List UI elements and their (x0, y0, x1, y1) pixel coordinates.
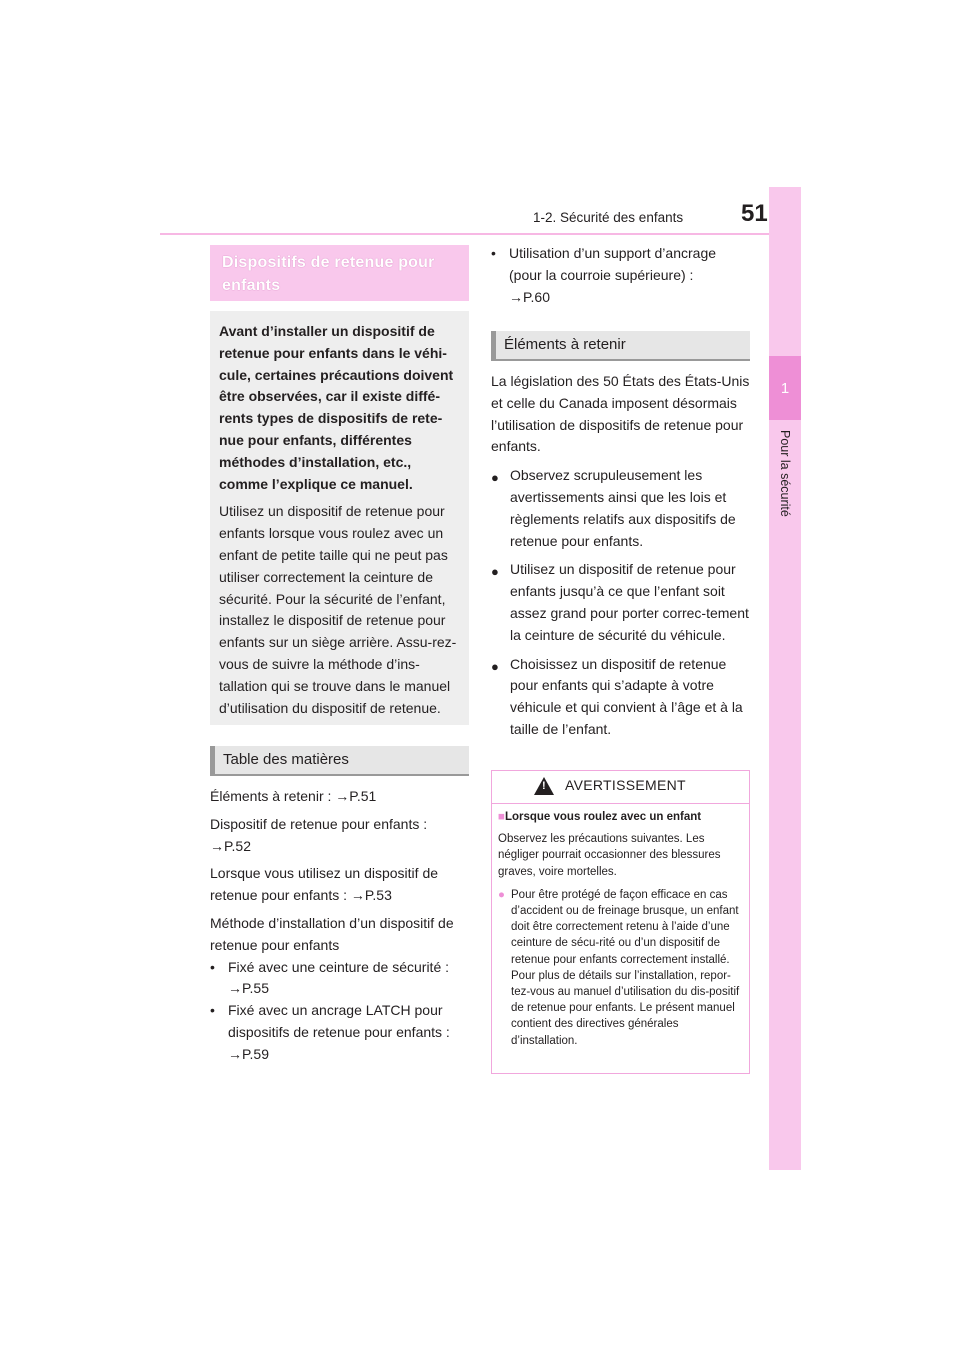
toc-item[interactable] (210, 863, 469, 907)
toc-subitem-label: Fixé avec un ancrage LATCH pour dispositifs de retenue pour enfants : (228, 1002, 450, 1040)
toc-list (210, 786, 469, 1066)
toc-subitem-label: Utilisation d’un support d’ancrage (pour la courroie supérieure) : (509, 245, 717, 283)
page-link[interactable]: →P.53 (350, 887, 392, 904)
elements-content (491, 371, 750, 748)
page-number: 51 (741, 200, 768, 227)
warning-subheading: ■Lorsque vous roulez avec un enfant (498, 811, 702, 823)
toc-item[interactable] (210, 814, 469, 858)
intro-box (210, 311, 469, 725)
chapter-label: Pour la sécurité (778, 430, 792, 517)
list-item (491, 559, 750, 646)
list-item-text: Choisissez un dispositif de retenue pour enfants qui s’adapte à votre véhicule et qui convient à l’âge et à la taille de l’enfant. (510, 655, 743, 737)
toc-subitem-label: Fixé avec une ceinture de sécurité : (228, 958, 450, 975)
page-link[interactable]: →P.51 (335, 788, 377, 804)
chapter-number: 1 (780, 380, 790, 397)
warning-item (498, 887, 743, 1049)
elements-intro: La législation des 50 États des États-Unis et celle du Canada imposent désormais l’utilisation de dispositifs de retenue pour enfants. (491, 373, 750, 455)
toc-heading: Table des matières (210, 746, 469, 776)
running-header-title: 1-2. Sécurité des enfants (533, 210, 684, 225)
bullet-dot-icon: ● (491, 564, 499, 580)
page-link[interactable]: →P.60 (509, 288, 550, 305)
warning-title: AVERTISSEMENT (565, 777, 686, 793)
page-link[interactable]: →P.52 (210, 837, 251, 854)
intro-body-text: Utilisez un dispositif de retenue pour enfants lorsque vous roulez avec un enfant de petite taille qui ne peut pas utiliser correctement la ceinture de sécurité. Pour la sécurité de l’enfant, installez le dispositif de retenue pour enfants sur un siège arrière. Assu-rez-vous de suivre la méthode d’ins-tallation qui se trouve dans le manuel d’utilisation du dispositif de retenue. (219, 503, 457, 716)
list-item-text: Utilisez un dispositif de retenue pour enfants jusqu’à ce que l’enfant soit assez grand pour porter correc-tement la ceinture de sécurité du véhicule. (510, 561, 749, 643)
toc-item-label: Dispositif de retenue pour enfants : (210, 815, 428, 832)
elements-heading: Éléments à retenir (491, 331, 750, 361)
bullet-dot-icon: ● (491, 658, 499, 674)
warning-header (492, 771, 749, 804)
section-heading-line2: enfants (222, 277, 281, 294)
bullet-dot-icon: ● (498, 888, 505, 901)
toc-continued (491, 243, 750, 308)
warning-box (491, 770, 750, 1074)
square-bullet-icon: ■ (498, 811, 505, 823)
page-link[interactable]: →P.59 (228, 1045, 269, 1062)
toc-subitem[interactable]: • Fixé avec un ancrage LATCH pour dispositifs de retenue pour enfants : →P.59 (210, 1002, 450, 1062)
toc-item (210, 913, 469, 957)
intro-bold-text: Avant d’installer un dispositif de retenue pour enfants dans le véhi-cule, certaines précautions doivent être observées, car il existe diffé-rents types de dispositifs de rete-nue pour enfants, différentes méthodes d’installation, etc., comme l’explique ce manuel. (219, 323, 454, 492)
toc-subitem[interactable]: • Fixé avec une ceinture de sécurité : →P.55 (210, 958, 450, 997)
toc-item-label: Méthode d’installation d’un dispositif de retenue pour enfants (210, 914, 454, 953)
section-heading-line1: Dispositifs de retenue pour (222, 254, 435, 271)
bullet-dot-icon: ● (491, 470, 499, 486)
section-heading-box (210, 245, 469, 301)
toc-item-label: Éléments à retenir : (210, 788, 336, 804)
list-item-text: Observez scrupuleusement les avertissements ainsi que les lois et règlements relatifs aux dispositifs de retenue pour enfants. (510, 467, 736, 549)
header-divider (160, 233, 770, 235)
warning-item-text: Pour être protégé de façon efficace en cas d’accident ou de freinage brusque, un enfant doit être correctement retenu à l’aide d’une ceinture de sécu-rité ou d’un dispositif de retenue pour enfants correctement installé. Pour plus de détails sur l’installation, repor-tez-vous au manuel d’utilisation du dis-positif de retenue pour enfants. Le présent manuel contient des directives générales d’installation. (511, 888, 740, 1047)
chapter-label-container (776, 430, 796, 550)
warning-intro: Observez les précautions suivantes. Les négliger pourrait occasionner des blessures graves, voire mortelles. (498, 833, 721, 878)
exclamation-icon: ! (542, 780, 546, 792)
list-item (491, 465, 750, 552)
toc-subitem[interactable]: • Utilisation d’un support d’ancrage (pour la courroie supérieure) : →P.60 (491, 245, 717, 305)
toc-item-label: Lorsque vous utilisez un dispositif de retenue pour enfants : (210, 865, 439, 904)
toc-item[interactable] (210, 786, 469, 808)
page-link[interactable]: →P.55 (228, 980, 269, 997)
chapter-side-strip (769, 187, 801, 1170)
list-item (491, 654, 750, 741)
